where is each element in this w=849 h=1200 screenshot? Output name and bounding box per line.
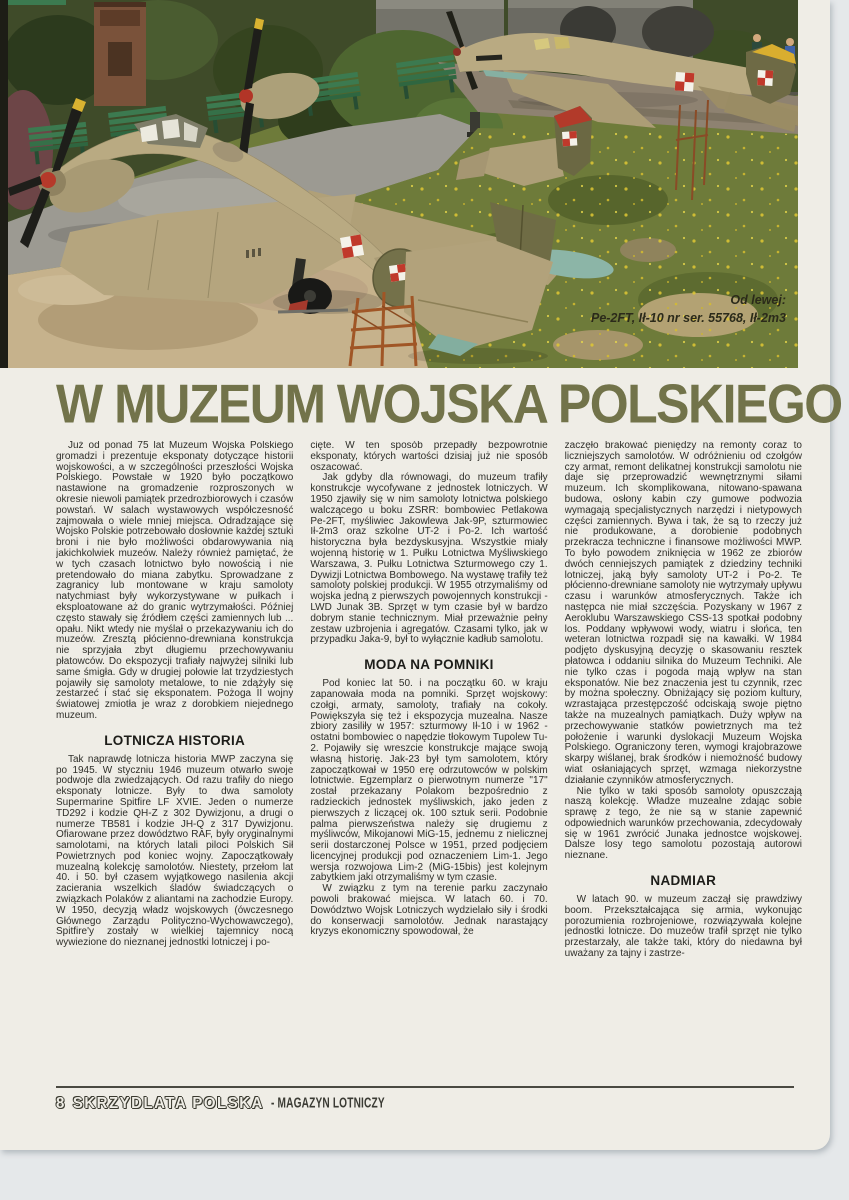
paragraph: cięte. W ten sposób przepadły bezpowrotnie eksponaty, których wartości dzisiaj już nie sposób oszacować. xyxy=(310,441,548,473)
photo-caption-line1: Od lewej: xyxy=(730,293,786,307)
photo-caption-line2: Pe-2FT, Ił-10 nr ser. 55768, Ił-2m3 xyxy=(590,311,786,325)
magazine-subtitle: - MAGAZYN LOTNICZY xyxy=(270,1094,385,1111)
article-title: W MUZEUM WOJSKA POLSKIEGO xyxy=(56,373,842,435)
paragraph: W latach 90. w muzeum zaczął się prawdziwy boom. Przekształcająca się armia, wykonując porozumienia rozbrojeniowe, rozwiązywała kolejne jednostki lotnicze. Do muzeów trafił sprzęt nie tylko przestarzały, ale także taki, który do niedawna był uważany za tajny i zastrze- xyxy=(564,894,802,960)
paragraph: Tak naprawdę lotnicza historia MWP zaczyna się po 1945. W styczniu 1946 muzeum otwarło swoje podwoje dla zwiedzających. Od razu trafiły do niego eksponaty lotnicze. Były to dwa samoloty Supermarine Spitfire LF XVIE. Jeden o numerze TD292 i kodzie QH-Z z 302 Dywizjonu, a drugi o numerze TB581 i kodzie JH-Q z 317 Dywizjonu. Ofiarowane przez dowództwo RAF, były oryginalnymi samolotami, na których latali piloci Polskich Sił Powietrznych pod koniec wojny. Zapoczątkowały muzealną kolekcję samolotów. Niestety, przełom lat 40. i 50. był czasem wyjątkowego nasilenia akcji zacierania wszelkich śladów świadczących o związkach Polaków z aliantami na zachodzie Europy. W 1950, decyzją władz wojskowych (ówczesnego Głównego Zarządu Polityczno-Wychowawczego), Spitfire'y zostały w wielkiej tajemnicy nocą wywiezione do nieznanej jednostki lotniczej i po- xyxy=(56,753,294,949)
brick-building xyxy=(94,2,146,106)
section-heading-nadmiar: NADMIAR xyxy=(650,873,717,889)
text-column-1 xyxy=(56,441,293,1089)
page-footer xyxy=(56,1086,796,1112)
section-heading-moda-na-pomniki: MODA NA POMNIKI xyxy=(364,657,494,673)
paragraph: Jak gdyby dla równowagi, do muzeum trafiły konstrukcje wycofywane z jednostek lotniczych. W 1950 zjawiły się w nim samoloty lotnictwa polskiego walczącego u boku ZSRR: bombowiec Petlakowa Pe-2FT, myśliwiec Jakowlewa Jak-9P, szturmowiec Ił-2m3 oraz szkolne UT-2 i Po-2. Ich wartość historyczna była bezdyskusyjna. Wszystkie miały wojenną historię w 1. Pułku Lotnictwa Myśliwskiego Warszawa, 3. Pułku Lotnictwa Szturmowego czy 1. Dywizji Lotnictwa Bombowego. Na wystawę trafiły też samoloty polskiej produkcji. W 1955 otrzymaliśmy od wojska jedną z pierwszych powojennych konstrukcji - LWD Junak 3B. Sprzęt w tym czasie był w bardzo dobrym stanie technicznym. Miał przeważnie pełny zestaw uzbrojenia i agregatów. Czasami tylko, jak w przypadku Jaka-9, był to wyłącznie kadłub samolotu. xyxy=(310,472,548,646)
paragraph: Nie tylko w taki sposób samoloty opuszczają naszą kolekcję. Władze muzealne zdając sobie sprawę z tego, że nie są w stanie zapewnić odpowiednich warunków przechowania, zdecydowały się w 1961 zwrócić Junaka jednostce wojskowej. Dalsze losy tego samolotu pozostają autorowi nieznane. xyxy=(564,785,802,862)
text-column-3 xyxy=(565,441,802,1089)
paragraph: Już od ponad 75 lat Muzeum Wojska Polskiego gromadzi i prezentuje eksponaty dotyczące historii wojskowości, a w szczególności przeszłości Wojska Polskiego. Powstałe w 1920 było początkowo nastawione na gromadzenie rozproszonych w okresie niewoli pamiątek przedrozbiorowych i czasów powstań. W salach wystawowych współczesność zajmowała o wiele mniej miejsca. Odradzające się Wojsko Polskie potrzebowało dosłownie każdej sztuki broni i nie było możliwości obdarowywania nią jakichkolwiek muzeów. Należy również pamiętać, że w tych czasach lotnictwo było nowością i nie pretendowało do miana zabytku. Sprowadzane z zagranicy lub montowane w kraju samoloty natychmiast były wykorzystywane w pułkach i eksploatowane aż do granic wytrzymałości. Później często stawały się źródłem części zamiennych lub ... opału. Nikt wtedy nie myślał o przekazywaniu ich do muzeów. Zresztą płócienno-drewniana konstrukcja nie sprzyjała zbyt długiemu przechowywaniu płatowców. Do ekspozycji trafiały najwyżej silniki lub same śmigła. Gdy w drugiej połowie lat trzydziestych pojawiły się samoloty metalowe, to nie zdążyły się zestarzeć i stać się eksponatem. Pożoga II wojny światowej zmiotła je wraz z dorobkiem niejednego muzeum. xyxy=(56,441,294,721)
paragraph: zaczęło brakować pieniędzy na remonty coraz to liczniejszych samolotów. W odróżnieniu od czołgów czy armat, remont delikatnej konstrukcji samolotu nie daje się przeprowadzić wewnętrznymi siłami muzeum. Ich skomplikowana, nitowano-spawana budowa, osłony kabin czy gumowe podwozia wymagają specjalistycznych narzędzi i nietypowych części zamiennych. Bywa i tak, że są to rzeczy już nie produkowane, a dorobienie podobnych przekracza techniczne i finansowe możliwości MWP. To było powodem zniknięcia w 1962 ze zbiorów dwóch cenniejszych pamiątek z dziedziny techniki lotniczej, jaką były samoloty UT-2 i Po-2. Te płócienno-drewniane samoloty nie wytrzymały upływu czasu i warunków atmosferycznych. Także ich następca nie miał szczęścia. Pozyskany w 1967 z Aeroklubu Warszawskiego CSS-13 spotkał podobny los. Poddany wpływowi wody, wiatru i słońca, ten weteran lotnictwa rozpadł się na kawałki. W 1984 podjęto dyskusyjną decyzję o skasowaniu resztek płatowca i oddaniu silnika do Muzeum Techniki. Ale nie tylko czas i pogoda mają wpływ na stan eksponatów. Nie bez znaczenia jest tu czynnik, rzec by można społeczny. Obniżający się poziom kultury, wzrastająca przestępczość odciskają swoje piętno także na muzealnych pamiątkach. Duży wpływ na przechowywanie statków powietrznych ma też położenie i warunki dyslokacji Muzeum Wojska Polskiego. Ograniczony teren, wymogi krajobrazowe skarpy wiślanej, brak środków i niemożność budowy wiat osłaniających sprzęt, wzmaga niekorzystne działanie czynników atmosferycznych. xyxy=(564,441,802,786)
text-column-2 xyxy=(310,441,547,1089)
magazine-title: SKRZYDLATA POLSKA xyxy=(72,1094,264,1112)
paragraph: Pod koniec lat 50. i na początku 60. w kraju zapanowała moda na pomniki. Sprzęt wojskowy: czołgi, armaty, samoloty, trafiały na cokoły. Powiększyła się też i ekspozycja muzealna. Nasze zbiory zasiliły w 1957: szturmowy Ił-10 i w 1962 - ostatni bombowiec o napędzie tłokowym Tupolew Tu-2. Pojawiły się wreszcie konstrukcje mające swoją własną historię. Jak-23 był tym samolotem, który zapoczątkował w 1950 erę odrzutowców w polskim lotnictwie. Egzemplarz o pierwotnym numerze "17" został przekazany Polakom bezpośrednio z radzieckich jednostek myśliwskich, jako jeden z pierwszych z liczącej ok. 100 sztuk serii. Podobnie palma pierwszeństwa należy się drugiemu z myśliwców, Mikojanowi MiG-15, jednemu z nielicznej serii dostarczonej Polsce w 1951, przed podjęciem licencyjnej produkcji pod oznaczeniem Lim-1. Jego wersja rozwojowa Lim-2 (MiG-15bis) jest kolejnym zabytkiem jaki otrzymaliśmy w tym czasie. xyxy=(310,678,548,884)
footer-rule xyxy=(56,1086,794,1088)
scan-gutter-shadow xyxy=(0,0,8,368)
section-heading-lotnicza-historia: LOTNICZA HISTORIA xyxy=(104,732,246,748)
page-number: 8 xyxy=(56,1094,66,1112)
paragraph: W związku z tym na terenie parku zaczynało powoli brakować miejsca. W latach 60. i 70. Dowództwo Wojsk Lotniczych wydzielało siły i środki do konserwacji samolotów. Jednak narastający kryzys ekonomiczny spowodował, że xyxy=(310,883,548,938)
museum-aircraft-photo xyxy=(8,0,798,368)
article-body xyxy=(56,441,802,1089)
